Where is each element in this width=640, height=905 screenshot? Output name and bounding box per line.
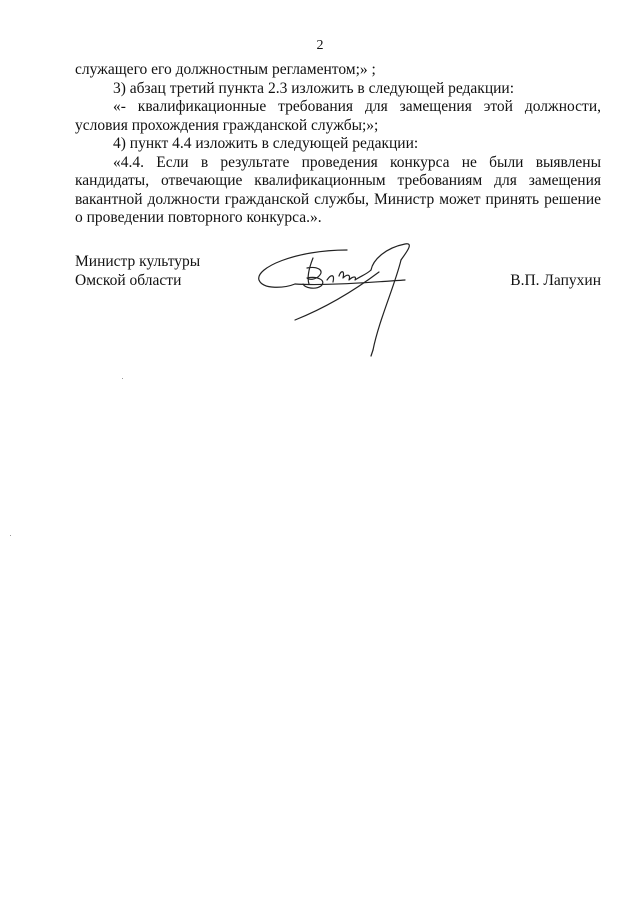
signature-block [75,252,601,372]
scan-speck [10,535,11,536]
scan-speck [122,378,123,379]
paragraph-item-3: 3) абзац третий пункта 2.3 изложить в следующей редакции: [113,79,515,97]
signer-title [75,252,200,290]
handwritten-signature [255,240,505,360]
paragraph-quote-4-4: «4.4. Если в результате проведения конкурса не были выявлены кандидаты, отвечающие квалификационным требованиям для замещения вакантной должности гражданской службы, Министр может принять решение о проведении повторного конкурса.». [75,153,601,226]
signer-name: В.П. Лапухин [510,272,601,289]
paragraph-item-4: 4) пункт 4.4 изложить в следующей редакции: [113,135,419,152]
paragraph-quote-requirements: «- квалификационные требования для замещения этой должности, условия прохождения гражданской службы;»; [75,98,601,134]
body-text [75,61,601,228]
signer-title-line-2: Омской области [75,272,182,289]
signer-title-line-1: Министр культуры [75,253,201,270]
page-number: 2 [316,38,324,53]
paragraph-continuation: служащего его должностным регламентом;» ; [75,61,376,78]
